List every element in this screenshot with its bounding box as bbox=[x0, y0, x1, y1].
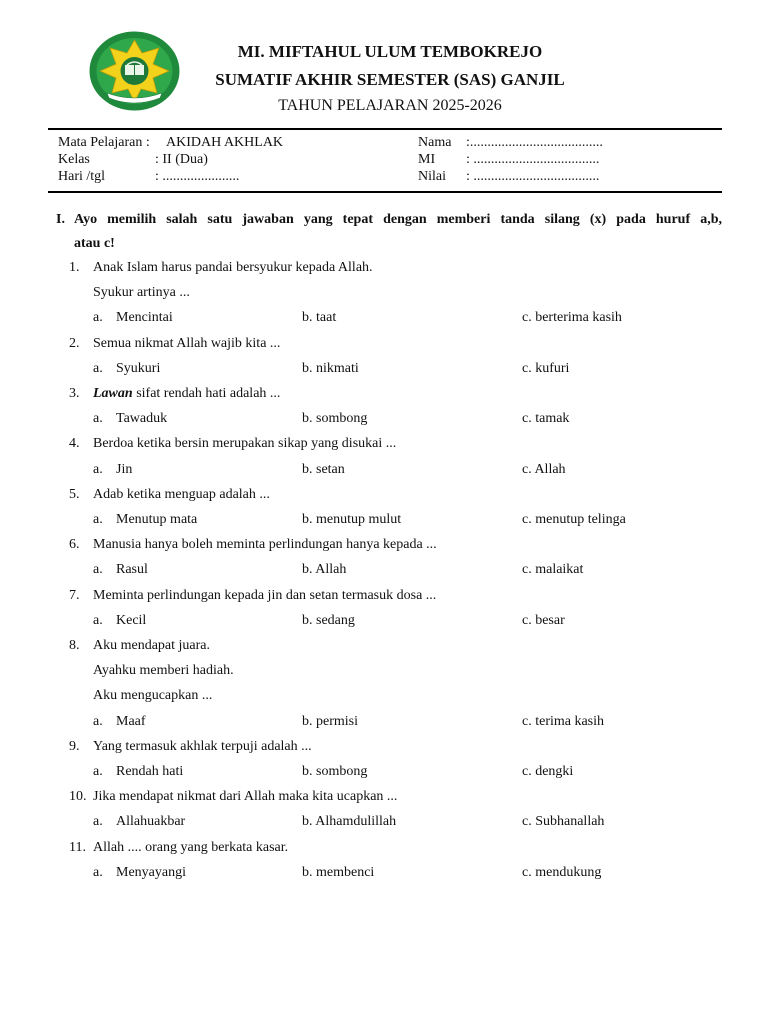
question-number: 8. bbox=[69, 638, 80, 653]
option-b[interactable]: b. sombong bbox=[302, 411, 368, 427]
option-a[interactable]: Syukuri bbox=[116, 360, 161, 376]
instruction-line-2: atau c! bbox=[74, 236, 115, 251]
option-a[interactable]: Maaf bbox=[116, 713, 146, 729]
score-field[interactable]: : .................................... bbox=[466, 169, 600, 184]
question-text: Manusia hanya boleh meminta perlindungan hanya kepada ... bbox=[93, 537, 437, 553]
school-name: MI. MIFTAHUL ULUM TEMBOKREJO bbox=[237, 42, 543, 61]
exam-title: SUMATIF AKHIR SEMESTER (SAS) GANJIL bbox=[215, 70, 565, 89]
option-a-marker[interactable]: a. bbox=[93, 713, 103, 729]
option-c[interactable]: c. berterima kasih bbox=[522, 310, 622, 326]
question-number: 11. bbox=[69, 839, 86, 855]
question-text: Allah .... orang yang berkata kasar. bbox=[93, 839, 289, 855]
option-b[interactable]: b. Alhamdulillah bbox=[302, 814, 397, 830]
question-number: 10. bbox=[69, 789, 87, 805]
question-number: 2. bbox=[69, 335, 80, 351]
option-b[interactable]: b. sedang bbox=[302, 612, 355, 628]
option-a[interactable]: Kecil bbox=[116, 612, 147, 628]
option-a-marker[interactable]: a. bbox=[93, 864, 103, 880]
option-b[interactable]: b. taat bbox=[302, 310, 337, 326]
question-text: Jika mendapat nikmat dari Allah maka kita ucapkan ... bbox=[93, 789, 398, 805]
option-a-marker[interactable]: a. bbox=[93, 360, 103, 376]
header-divider-bottom bbox=[48, 191, 722, 193]
section-number: I. bbox=[56, 212, 65, 227]
section-instruction bbox=[56, 208, 722, 256]
option-b[interactable]: b. menutup mulut bbox=[302, 512, 402, 527]
option-b[interactable]: b. membenci bbox=[302, 864, 375, 880]
option-a-marker[interactable]: a. bbox=[93, 512, 103, 527]
class-label: Kelas bbox=[58, 152, 90, 167]
question-text: Semua nikmat Allah wajib kita ... bbox=[93, 335, 281, 351]
name-label: Nama bbox=[418, 135, 452, 150]
option-b[interactable]: b. Allah bbox=[302, 562, 347, 578]
question-text: Ayahku memberi hadiah. bbox=[93, 663, 234, 679]
question-number: 3. bbox=[69, 386, 80, 401]
option-a[interactable]: Menyayangi bbox=[116, 864, 186, 880]
question-text: Aku mengucapkan ... bbox=[93, 688, 213, 704]
option-a-marker[interactable]: a. bbox=[93, 612, 103, 628]
option-c[interactable]: c. kufuri bbox=[522, 360, 570, 376]
date-value[interactable]: : ...................... bbox=[155, 169, 240, 184]
instruction-line-1: Ayo memilih salah satu jawaban yang tepat dengan memberi tanda silang (x) pada huruf a,b, bbox=[74, 212, 722, 227]
option-a[interactable]: Mencintai bbox=[116, 310, 173, 326]
exam-info-right bbox=[418, 134, 718, 186]
header-divider-top bbox=[48, 128, 722, 130]
question-text: Aku mendapat juara. bbox=[93, 638, 211, 653]
question-number: 9. bbox=[69, 738, 80, 754]
mi-field[interactable]: : .................................... bbox=[466, 152, 600, 167]
subject-label: Mata Pelajaran : bbox=[58, 135, 150, 150]
option-a-marker[interactable]: a. bbox=[93, 814, 103, 830]
question-number: 5. bbox=[69, 486, 80, 502]
option-a-marker[interactable]: a. bbox=[93, 764, 103, 779]
score-label: Nilai bbox=[418, 169, 446, 184]
question-number: 7. bbox=[69, 587, 80, 603]
question-text: Berdoa ketika bersin merupakan sikap yang disukai ... bbox=[93, 436, 397, 452]
option-b[interactable]: b. nikmati bbox=[302, 360, 359, 376]
question-text: Meminta perlindungan kepada jin dan setan termasuk dosa ... bbox=[93, 587, 437, 603]
option-c[interactable]: c. tamak bbox=[522, 411, 570, 427]
subject-value: AKIDAH AKHLAK bbox=[166, 135, 284, 150]
academic-year: TAHUN PELAJARAN 2025-2026 bbox=[278, 97, 502, 114]
name-field[interactable]: :...................................... bbox=[466, 135, 603, 150]
option-c[interactable]: c. terima kasih bbox=[522, 713, 605, 729]
option-b[interactable]: b. permisi bbox=[302, 713, 358, 729]
option-a[interactable]: Tawaduk bbox=[116, 411, 168, 427]
question-emphasis: Lawan bbox=[93, 386, 133, 401]
option-c[interactable]: c. menutup telinga bbox=[522, 512, 626, 527]
option-a-marker[interactable]: a. bbox=[93, 461, 103, 477]
option-a-marker[interactable]: a. bbox=[93, 562, 103, 578]
mi-label: MI bbox=[418, 152, 436, 167]
option-a[interactable]: Rasul bbox=[116, 562, 148, 578]
class-value: : II (Dua) bbox=[155, 152, 208, 167]
option-c[interactable]: c. Subhanallah bbox=[522, 814, 605, 830]
question-number: 1. bbox=[69, 260, 80, 275]
option-c[interactable]: c. Allah bbox=[522, 461, 566, 477]
option-a-marker[interactable]: a. bbox=[93, 310, 103, 326]
option-b[interactable]: b. setan bbox=[302, 461, 345, 477]
question-number: 6. bbox=[69, 537, 80, 553]
option-c[interactable]: c. malaikat bbox=[522, 562, 584, 578]
question-text: Yang termasuk akhlak terpuji adalah ... bbox=[93, 738, 312, 754]
question-text: Anak Islam harus pandai bersyukur kepada Allah. bbox=[93, 260, 373, 275]
option-c[interactable]: c. dengki bbox=[522, 764, 574, 779]
option-a[interactable]: Rendah hati bbox=[116, 764, 184, 779]
question-text: Syukur artinya ... bbox=[93, 285, 190, 301]
question-text: Lawan sifat rendah hati adalah ... bbox=[93, 386, 281, 401]
option-c[interactable]: c. besar bbox=[522, 612, 565, 628]
option-a[interactable]: Jin bbox=[116, 461, 133, 477]
question-number: 4. bbox=[69, 436, 80, 452]
exam-info-left bbox=[58, 134, 398, 186]
option-a[interactable]: Menutup mata bbox=[116, 512, 198, 527]
option-b[interactable]: b. sombong bbox=[302, 764, 368, 779]
question-text: Adab ketika menguap adalah ... bbox=[93, 486, 270, 502]
option-c[interactable]: c. mendukung bbox=[522, 864, 602, 880]
option-a-marker[interactable]: a. bbox=[93, 411, 103, 427]
option-a[interactable]: Allahuakbar bbox=[116, 814, 186, 830]
date-label: Hari /tgl bbox=[58, 169, 106, 184]
